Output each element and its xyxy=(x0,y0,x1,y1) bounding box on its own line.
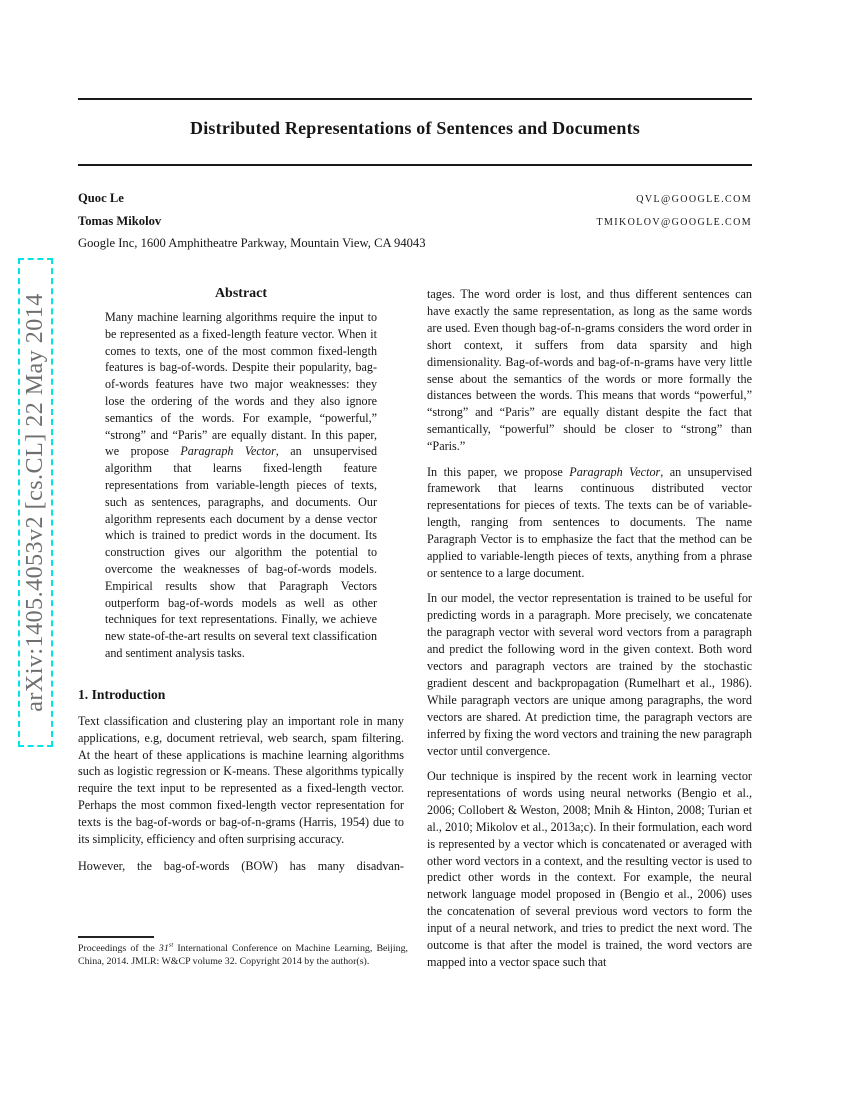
author-name: Tomas Mikolov xyxy=(78,213,162,228)
abstract-text: Many machine learning algorithms require the input to be represented as a fixed-length feature vector. When it comes to texts, one of the most common fixed-length features is bag-of-words. Despite their popularity, bag-of-words features have two major weaknesses: they lose the ordering of the words and they also ignore semantics of the words. For example, “powerful,” “strong” and “Paris” are equally distant. In this paper, we propose Paragraph Vector, an unsupervised algorithm that learns fixed-length feature representations from variable-length pieces of texts, such as sentences, paragraphs, and documents. Our algorithm represents each document by a dense vector which is trained to predict words in the document. Its construction gives our algorithm the potential to overcome the weaknesses of bag-of-words models. Empirical results show that Paragraph Vectors outperform bag-of-words models as well as other techniques for text representations. Finally, we achieve new state-of-the-art results on several text classification and sentiment analysis tasks. xyxy=(105,310,377,660)
introduction-paragraph: However, the bag-of-words (BOW) has many disadvan- xyxy=(78,858,404,873)
title-rule-top xyxy=(78,98,752,100)
title-rule-bottom xyxy=(78,164,752,166)
footnote xyxy=(78,936,408,968)
arxiv-watermark: arXiv:1405.4053v2 [cs.CL] 22 May 2014 xyxy=(18,258,53,747)
body-paragraph: In this paper, we propose Paragraph Vector, an unsupervised framework that learns continuous distributed vector representations for pieces of texts. The texts can be of variable-length, ranging from sentences to documents. The name Paragraph Vector is to emphasize the fact that the method can be applied to variable-length pieces of texts, anything from a phrase or sentence to a large document. xyxy=(427,464,752,580)
introduction-paragraph: Text classification and clustering play an important role in many applications, e.g, document retrieval, web search, spam filtering. At the heart of these applications is machine learning algorithms such as logistic regression or K-means. These algorithms typically require the text input to be represented as a fixed-length vector. Perhaps the most common fixed-length vector representation for texts is the bag-of-words or bag-of-n-grams (Harris, 1954) due to its simplicity, efficiency and often surprising accuracy. xyxy=(78,713,404,847)
column-right xyxy=(427,286,752,979)
author-name: Quoc Le xyxy=(78,191,124,205)
abstract-heading: Abstract xyxy=(214,286,268,301)
column-left xyxy=(78,286,404,875)
footnote-text: Proceedings of the 31st International Conference on Machine Learning, Beijing, China, 2014. JMLR: W&CP volume 32. Copyright 2014 by the author(s). xyxy=(78,941,408,967)
body-paragraph: tages. The word order is lost, and thus different sentences can have exactly the same representation, as long as the same words are used. Even though bag-of-n-grams considers the word order in short context, it suffers from data sparsity and high dimensionality. Bag-of-words and bag-of-n-grams have very little sense about the semantics of the words or more formally the distances between the words. This means that words “powerful,” “strong” and “Paris” are equally distant despite the fact that semantically, “powerful” should be closer to “strong” than “Paris.” xyxy=(427,287,752,454)
affiliation: Google Inc, 1600 Amphitheatre Parkway, Mountain View, CA 94043 xyxy=(78,236,426,250)
author-block xyxy=(78,188,752,254)
body-paragraph: Our technique is inspired by the recent work in learning vector representations of words using neural networks (Bengio et al., 2006; Collobert & Weston, 2008; Mnih & Hinton, 2008; Turian et al., 2010; Mikolov et al., 2013a;c). In their formulation, each word is represented by a vector which is concatenated or averaged with other word vectors in a context, and the resulting vector is used to predict other words in the context. For example, the neural network language model proposed in (Bengio et al., 2006) uses the concatenation of several previous word vectors to form the input of a neural network, and tries to predict the next word. The outcome is that after the model is trained, the word vectors are mapped into a vector space such that xyxy=(427,768,752,969)
author-email: QVL@GOOGLE.COM xyxy=(636,194,752,205)
introduction-heading: 1. Introduction xyxy=(78,686,166,702)
footnote-rule xyxy=(78,936,154,938)
author-email: TMIKOLOV@GOOGLE.COM xyxy=(596,216,752,228)
author-row xyxy=(78,211,752,234)
paper-title: Distributed Representations of Sentences and Documents xyxy=(190,118,640,138)
body-paragraph: In our model, the vector representation is trained to be useful for predicting words in a paragraph. More precisely, we concatenate the paragraph vector with several word vectors from a paragraph and predict the following word in the given context. Both word vectors and paragraph vectors are trained by the stochastic gradient descent and backpropagation (Rumelhart et al., 1986). While paragraph vectors are unique among paragraphs, the word vectors are shared. At prediction time, the paragraph vectors are inferred by fixing the word vectors and training the new paragraph vector until convergence. xyxy=(427,591,752,758)
author-row xyxy=(78,188,752,211)
